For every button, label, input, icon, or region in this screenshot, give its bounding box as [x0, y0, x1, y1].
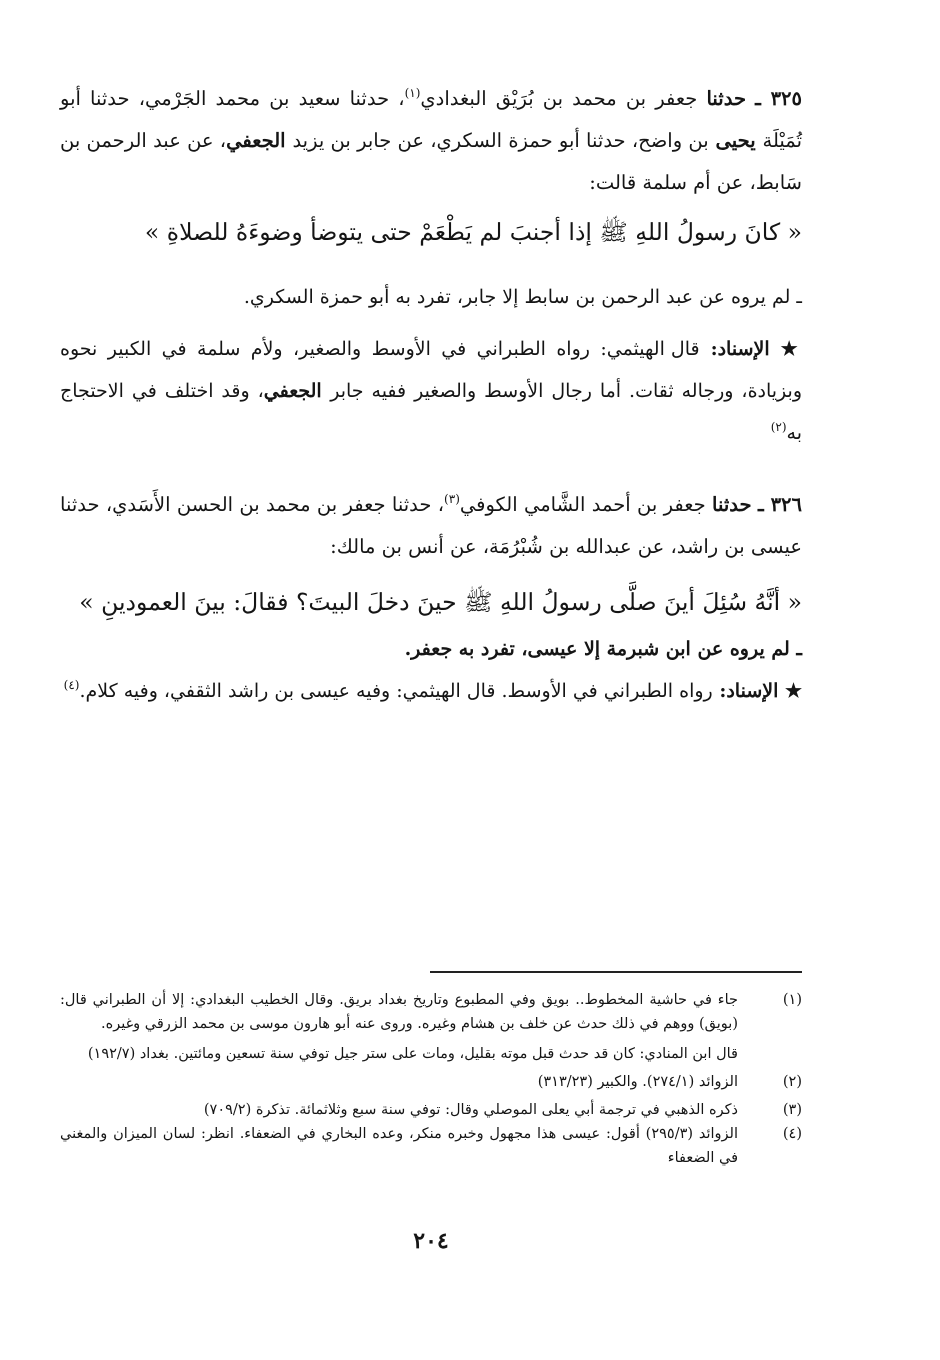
footnote-text: جاء في حاشية المخطوط.. بويق وفي المطبوع وتاريخ بغداد بريق. وقال الخطيب البغدادي: إلا أن الطبراني قال: (بويق) ووهم في ذلك حدث عن خلف بن هشام وغيره. وروى عنه أبو هارون موسى بن محمد الزرقي وغيره.	[60, 992, 738, 1032]
footnote-item	[60, 988, 802, 1036]
narrator-name: الجعفي	[263, 380, 331, 402]
footnote-item	[60, 1070, 802, 1094]
footnote-text: الزوائد (٢٩٥/٣) أقول: عيسى هذا مجهول وخبره منكر، وعده البخاري في الضعفاء. انظر: لسان الميزان والمغني في الضعفاء	[60, 1126, 739, 1166]
hadith-325-matn: « كانَ رسولُ اللهِ ﷺ إذا أجنبَ لم يَطْعَمْ حتى يتوضأ وضوءَهُ للصلاةِ »	[144, 218, 802, 246]
footnote-ref[interactable]: (٣)	[444, 492, 460, 506]
hadith-chain-text: بن واضح، حدثنا أبو حمزة السكري، عن جابر بن يزيد	[292, 129, 709, 152]
hadith-chain-text: جعفر بن أحمد الشَّامي الكوفي	[459, 493, 713, 516]
footnote-ref[interactable]: (٢)	[770, 420, 787, 434]
hadith-326-matn: « أنَّهُ سُئِلَ أينَ صلَّى رسولُ اللهِ ﷺ حينَ دخلَ البيتَ؟ فقالَ: بينَ العمودينِ »	[79, 588, 802, 616]
hadith-lead-word: حدثنا	[706, 87, 746, 110]
hadith-326-isnad	[60, 484, 802, 568]
hadith-chain-text: جعفر بن محمد بن بُرَيْق البغدادي	[420, 87, 707, 110]
footnote-item	[60, 1098, 802, 1122]
isnad-text: ، وقد اختلف في الاحتجاج به	[60, 380, 802, 444]
footnote-continuation: قال ابن المنادي: كان قد حدث قبل موته بقليل، ومات على ستر جيل توفي سنة تسعين ومائتين. بغداد (١٩٢/٧)	[87, 1046, 738, 1062]
hadith-325-note: ـ لم يروه عن عبد الرحمن بن سابط إلا جابر، تفرد به أبو حمزة السكري.	[243, 286, 802, 308]
narrator-name: الجعفي	[226, 129, 293, 152]
footnote-text: ذكره الذهبي في ترجمة أبي يعلى الموصلي وقال: توفي سنة سبع وثلاثمائة. تذكرة (٧٠٩/٢)	[203, 1102, 738, 1118]
hadith-chain-text: ، حدثنا جعفر بن محمد بن الحسن الأَسَدي، حدثنا عيسى بن راشد، عن عبدالله بن شُبْرُمَة، عن أنس بن مالك:	[60, 493, 802, 558]
isnad-text: رواه الطبراني في الأوسط. قال الهيثمي: وفيه عيسى بن راشد الثقفي، وفيه كلام.	[79, 680, 713, 702]
footnote-item	[60, 1122, 802, 1170]
hadith-lead-word: حدثنا	[712, 493, 752, 516]
isnad-label: ★ الإسناد:	[699, 338, 803, 360]
hadith-chain-text: ، حدثنا سعيد بن محمد الجَرْمي، حدثنا أبو تُمَيْلَة	[60, 87, 802, 152]
book-page	[60, 78, 802, 1318]
footnote-mark: (١)	[782, 992, 802, 1008]
hadith-326-isnad-grading	[60, 670, 802, 712]
page-number: ٢٠٤	[413, 1228, 449, 1254]
hadith-325-isnad-grading	[60, 328, 802, 454]
isnad-text: قال الهيثمي: رواه الطبراني في الأوسط والصغير، ولأم سلمة في الكبير نحوه وبزيادة، ورجاله ثقات. أما رجال الأوسط والصغير ففيه جابر	[60, 338, 803, 402]
hadith-325-isnad	[60, 78, 802, 204]
footnote-text: الزوائد (٢٧٤/١). والكبير (٣١٣/٢٣)	[537, 1074, 738, 1090]
isnad-label: ★ الإسناد:	[712, 680, 802, 702]
hadith-chain-text: ، عن عبد الرحمن بن سَابط، عن أم سلمة قالت:	[60, 129, 802, 194]
hadith-326-note: ـ لم يروه عن ابن شبرمة إلا عيسى، تفرد به جعفر.	[404, 638, 802, 660]
hadith-number: ٣٢٥ ـ	[755, 87, 802, 110]
footnote-mark: (٢)	[782, 1074, 802, 1090]
footnote-mark: (٤)	[782, 1126, 802, 1142]
footnotes	[60, 988, 802, 1170]
footnote-ref[interactable]: (١)	[404, 86, 421, 100]
footnote-ref[interactable]: (٤)	[63, 678, 80, 692]
footnote-divider	[430, 971, 802, 973]
footnote-mark: (٣)	[782, 1102, 802, 1118]
hadith-number: ٣٢٦ ـ	[757, 493, 802, 516]
narrator-name: يحيى	[708, 129, 763, 152]
